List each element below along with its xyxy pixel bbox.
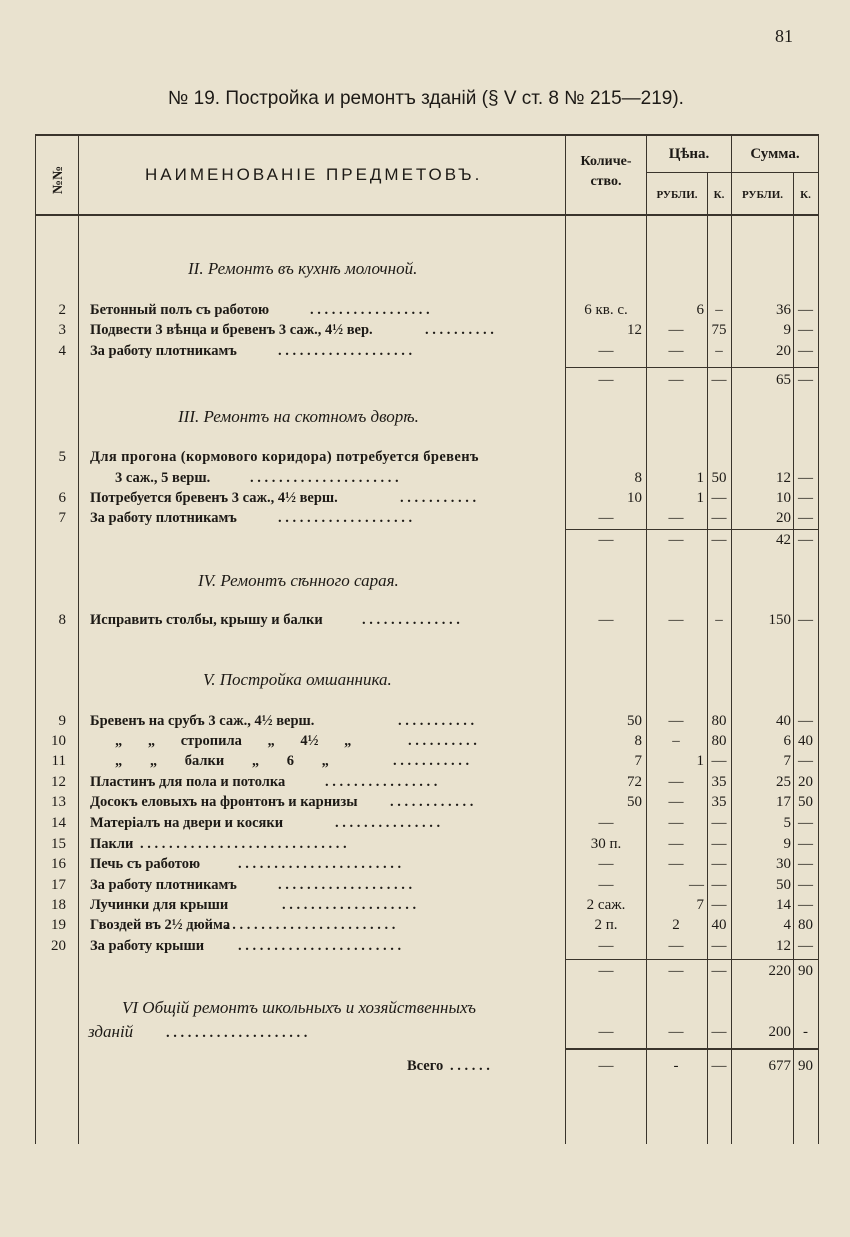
row-qty: — — [598, 510, 614, 526]
leader-dots: . . . . . . . . . . . . . . . . . . . . . . . — [238, 938, 402, 954]
leader-dots: . . . . . . — [450, 1058, 490, 1074]
row-price-kop: — — [711, 815, 727, 831]
row-price-rub: 7 — [696, 897, 704, 913]
leader-dots: . . . . . . . . . . . — [398, 713, 475, 729]
row-sum-rub: 14 — [776, 897, 791, 913]
row-number: 8 — [58, 612, 66, 628]
row-sum-rub: 12 — [776, 470, 791, 486]
row-sum-rub: 7 — [783, 753, 791, 769]
leader-dots: . . . . . . . . . . . . . . . . . . . . . . . . . . . . . — [140, 836, 347, 852]
row-description: Пакли — [90, 836, 134, 852]
row-price-kop: 35 — [711, 774, 727, 790]
row-number: 9 — [58, 713, 66, 729]
row-qty: 7 — [634, 753, 642, 769]
header-sum: Сумма. — [750, 146, 800, 162]
row-description: Печь съ работою — [90, 856, 201, 872]
subtotal-sum-rub: 65 — [776, 372, 791, 388]
subtotal-sum-kop: — — [798, 532, 813, 548]
section-heading: IV. Ремонтъ сѣнного сарая. — [198, 571, 399, 590]
row-qty: 72 — [627, 774, 642, 790]
subtotal-price-kop: — — [711, 532, 727, 548]
row-qty: — — [598, 815, 614, 831]
header-qty: Количе-ство. — [580, 154, 632, 189]
row-sum-rub: 17 — [776, 794, 791, 810]
table-title: № 19. Постройка и ремонтъ зданій (§ V ст. 8 № 215—219). — [168, 88, 684, 109]
row-sum-rub: 9 — [783, 836, 791, 852]
leader-dots: . . . . . . . . . . — [408, 733, 477, 749]
row-sum-rub: 150 — [768, 612, 791, 628]
row-sum-rub: 10 — [776, 490, 791, 506]
header-no: №№ — [51, 165, 66, 195]
row-price-rub: 1 — [696, 470, 704, 486]
header-sum-rub: РУБЛИ. — [741, 189, 784, 201]
row-description: 3 саж., 5 верш. — [115, 470, 211, 486]
row-price-rub: — — [668, 836, 684, 852]
row-sum-kop: — — [798, 836, 813, 852]
row-qty: 30 п. — [590, 836, 622, 852]
row-price-kop: – — [715, 343, 723, 359]
row-sum-rub: 5 — [783, 815, 791, 831]
row-qty: 10 — [627, 490, 642, 506]
row-sum-kop: — — [798, 343, 813, 359]
row-price-kop: – — [715, 302, 723, 318]
row-price-kop: — — [711, 877, 727, 893]
total-qty: — — [598, 1058, 614, 1074]
row-price-kop: 40 — [711, 917, 727, 933]
row-description: Гвоздей въ 2½ дюйма — [90, 917, 231, 933]
row-sum-rub: 4 — [783, 917, 791, 933]
row-description: Лучинки для крыши — [90, 897, 229, 913]
leader-dots: . . . . . . . . . . . . — [390, 794, 474, 810]
row-price-rub: — — [668, 713, 684, 729]
subtotal-qty: — — [598, 963, 614, 979]
row-sum-kop: 80 — [798, 917, 813, 933]
row-sum-rub: 200 — [768, 1024, 791, 1040]
row-number: 11 — [51, 753, 66, 769]
header-name: НАИМЕНОВАНІЕ ПРЕДМЕТОВЪ. — [145, 165, 483, 184]
leader-dots: . . . . . . . . . . . . . . . . . . . — [278, 343, 413, 359]
row-price-rub: 1 — [696, 490, 704, 506]
row-description: Исправить столбы, крышу и балки — [90, 612, 323, 628]
subtotal-price-rub: — — [668, 372, 684, 388]
row-price-rub: — — [668, 794, 684, 810]
subtotal-sum-kop: 90 — [798, 963, 813, 979]
section-heading: II. Ремонтъ въ кухнѣ молочной. — [188, 259, 418, 278]
row-price-kop: 35 — [711, 794, 727, 810]
row-sum-rub: 12 — [776, 938, 791, 954]
row-qty: — — [598, 612, 614, 628]
leader-dots: . . . . . . . . . . . . . . . . . . . . . . . — [238, 856, 402, 872]
row-sum-kop: — — [798, 815, 813, 831]
subtotal-price-kop: — — [711, 372, 727, 388]
leader-dots: . . . . . . . . . . . — [393, 753, 470, 769]
row-price-rub: — — [668, 774, 684, 790]
row-sum-kop: 20 — [798, 774, 813, 790]
row-number: 17 — [51, 877, 66, 893]
row-price-rub: — — [668, 322, 684, 338]
row-number: 20 — [51, 938, 66, 954]
row-qty: 50 — [627, 713, 642, 729]
row-price-rub: — — [668, 856, 684, 872]
row-sum-kop: — — [798, 938, 813, 954]
row-qty: 12 — [627, 322, 642, 338]
row-description: „ „ стропила „ 4½ „ — [115, 733, 352, 749]
subtotal-qty: — — [598, 372, 614, 388]
header-price-rub: РУБЛИ. — [656, 189, 698, 201]
total-label: Всего — [407, 1058, 444, 1074]
row-qty: 50 — [627, 794, 642, 810]
row-sum-rub: 20 — [776, 510, 791, 526]
row-sum-kop: 50 — [798, 794, 813, 810]
row-number: 4 — [58, 343, 66, 359]
row-sum-rub: 40 — [776, 713, 791, 729]
subtotal-price-kop: — — [711, 963, 727, 979]
row-sum-rub: 20 — [776, 343, 791, 359]
row-qty: — — [598, 856, 614, 872]
header-price: Цѣна. — [668, 146, 710, 162]
row-sum-kop: — — [798, 510, 813, 526]
row-price-kop: 50 — [711, 470, 727, 486]
leader-dots: . . . . . . . . . . . — [400, 490, 477, 506]
row-description: За работу плотникамъ — [90, 510, 237, 526]
row-price-rub: — — [668, 612, 684, 628]
row-qty: 6 кв. с. — [584, 302, 628, 318]
row-sum-kop: — — [798, 877, 813, 893]
row-sum-kop: 40 — [798, 733, 813, 749]
row-sum-rub: 30 — [776, 856, 791, 872]
row-sum-rub: 50 — [776, 877, 791, 893]
row-description: За работу плотникамъ — [90, 877, 237, 893]
leader-dots: . . . . . . . . . . — [425, 322, 494, 338]
leader-dots: . . . . . . . . . . . . . . . — [335, 815, 441, 831]
total-price-rub: - — [673, 1058, 679, 1074]
row-sum-kop: — — [798, 322, 813, 338]
row-number: 13 — [51, 794, 66, 810]
row-price-rub: — — [668, 815, 684, 831]
row-price-rub: — — [668, 1024, 684, 1040]
row-sum-rub: 9 — [783, 322, 791, 338]
row-qty: 2 саж. — [586, 897, 626, 913]
row-description: Для прогона (кормового коридора) потребуется бревенъ — [90, 449, 479, 465]
leader-dots: . . . . . . . . . . . . . . . . . . . — [278, 510, 413, 526]
leader-dots: . . . . . . . . . . . . . . . . . . . . . . . . — [225, 917, 396, 933]
row-sum-kop: — — [798, 713, 813, 729]
leader-dots: . . . . . . . . . . . . . . . . . — [310, 302, 430, 318]
row-number: 6 — [58, 490, 66, 506]
row-price-rub: — — [668, 510, 684, 526]
leader-dots: . . . . . . . . . . . . . . . . . . . . . — [250, 470, 399, 486]
row-qty: 2 п. — [594, 917, 618, 933]
row-qty: — — [598, 877, 614, 893]
row-price-kop: — — [711, 938, 727, 954]
row-description: Потребуется бревенъ 3 саж., 4½ верш. — [90, 490, 338, 506]
subtotal-sum-kop: — — [798, 372, 813, 388]
row-number: 3 — [58, 322, 66, 338]
row-number: 18 — [51, 897, 66, 913]
row-price-rub: — — [668, 938, 684, 954]
row-sum-rub: 25 — [776, 774, 791, 790]
row-price-rub: 2 — [672, 917, 680, 933]
row-price-kop: — — [711, 856, 727, 872]
row-price-rub: — — [668, 343, 684, 359]
row-description: Бетонный полъ съ работою — [90, 302, 270, 318]
leader-dots: . . . . . . . . . . . . . . — [362, 612, 460, 628]
row-qty: — — [598, 343, 614, 359]
row-sum-kop: — — [798, 302, 813, 318]
row-qty: — — [598, 1024, 614, 1040]
section-heading: зданій — [88, 1022, 134, 1041]
row-description: За работу плотникамъ — [90, 343, 237, 359]
row-price-kop: — — [711, 510, 727, 526]
row-price-kop: – — [715, 612, 723, 628]
row-qty: 8 — [634, 733, 642, 749]
subtotal-sum-rub: 42 — [776, 532, 791, 548]
row-number: 12 — [51, 774, 66, 790]
row-description: Подвести 3 вѣнца и бревенъ 3 саж., 4½ вер. — [90, 322, 373, 338]
row-description: За работу крыши — [90, 938, 205, 954]
row-description: Матеріалъ на двери и косяки — [90, 815, 284, 831]
row-sum-kop: — — [798, 753, 813, 769]
row-price-kop: 75 — [711, 322, 727, 338]
header-sum-kop: К. — [800, 189, 811, 201]
row-sum-kop: — — [798, 470, 813, 486]
leader-dots: . . . . . . . . . . . . . . . . . . . — [278, 877, 413, 893]
row-description: Бревенъ на срубъ 3 саж., 4½ верш. — [90, 713, 315, 729]
total-price-kop: — — [711, 1058, 727, 1074]
row-qty: 8 — [634, 470, 642, 486]
row-number: 19 — [51, 917, 66, 933]
subtotal-price-rub: — — [668, 963, 684, 979]
row-price-kop: 80 — [711, 713, 727, 729]
row-number: 16 — [51, 856, 66, 872]
row-price-kop: 80 — [711, 733, 727, 749]
row-description: Пластинъ для пола и потолка — [90, 774, 286, 790]
row-qty: — — [598, 938, 614, 954]
leader-dots: . . . . . . . . . . . . . . . . . . . . — [166, 1025, 308, 1041]
row-number: 10 — [51, 733, 66, 749]
row-price-kop: — — [711, 753, 727, 769]
row-sum-rub: 36 — [776, 302, 791, 318]
row-price-rub: 6 — [696, 302, 704, 318]
row-price-rub: – — [672, 733, 680, 749]
leader-dots: . . . . . . . . . . . . . . . . — [325, 774, 438, 790]
row-description: „ „ балки „ 6 „ — [115, 753, 329, 769]
row-number: 5 — [58, 449, 66, 465]
total-sum-rub: 677 — [768, 1058, 791, 1074]
row-number: 7 — [58, 510, 66, 526]
page-number: 81 — [775, 26, 793, 46]
subtotal-price-rub: — — [668, 532, 684, 548]
row-number: 14 — [51, 815, 66, 831]
leader-dots: . . . . . . . . . . . . . . . . . . . — [282, 897, 417, 913]
row-sum-kop: — — [798, 856, 813, 872]
subtotal-qty: — — [598, 532, 614, 548]
row-price-kop: — — [711, 897, 727, 913]
subtotal-sum-rub: 220 — [768, 963, 791, 979]
total-sum-kop: 90 — [798, 1058, 813, 1074]
row-sum-kop: - — [803, 1024, 808, 1040]
row-description: Досокъ еловыхъ на фронтонъ и карнизы — [90, 794, 358, 810]
row-sum-kop: — — [798, 490, 813, 506]
row-price-rub: — — [689, 877, 704, 893]
row-price-kop: — — [711, 490, 727, 506]
row-price-rub: 1 — [696, 753, 704, 769]
row-sum-kop: — — [798, 612, 813, 628]
row-price-kop: — — [711, 836, 727, 852]
row-price-kop: — — [711, 1024, 727, 1040]
row-number: 2 — [58, 302, 66, 318]
row-sum-rub: 6 — [783, 733, 791, 749]
section-heading: III. Ремонтъ на скотномъ дворѣ. — [178, 407, 419, 426]
row-sum-kop: — — [798, 897, 813, 913]
section-heading: V. Постройка омшанника. — [203, 670, 392, 689]
row-number: 15 — [51, 836, 66, 852]
section-heading: VI Общій ремонтъ школьныхъ и хозяйственныхъ — [122, 998, 476, 1017]
header-price-kop: К. — [713, 189, 725, 201]
